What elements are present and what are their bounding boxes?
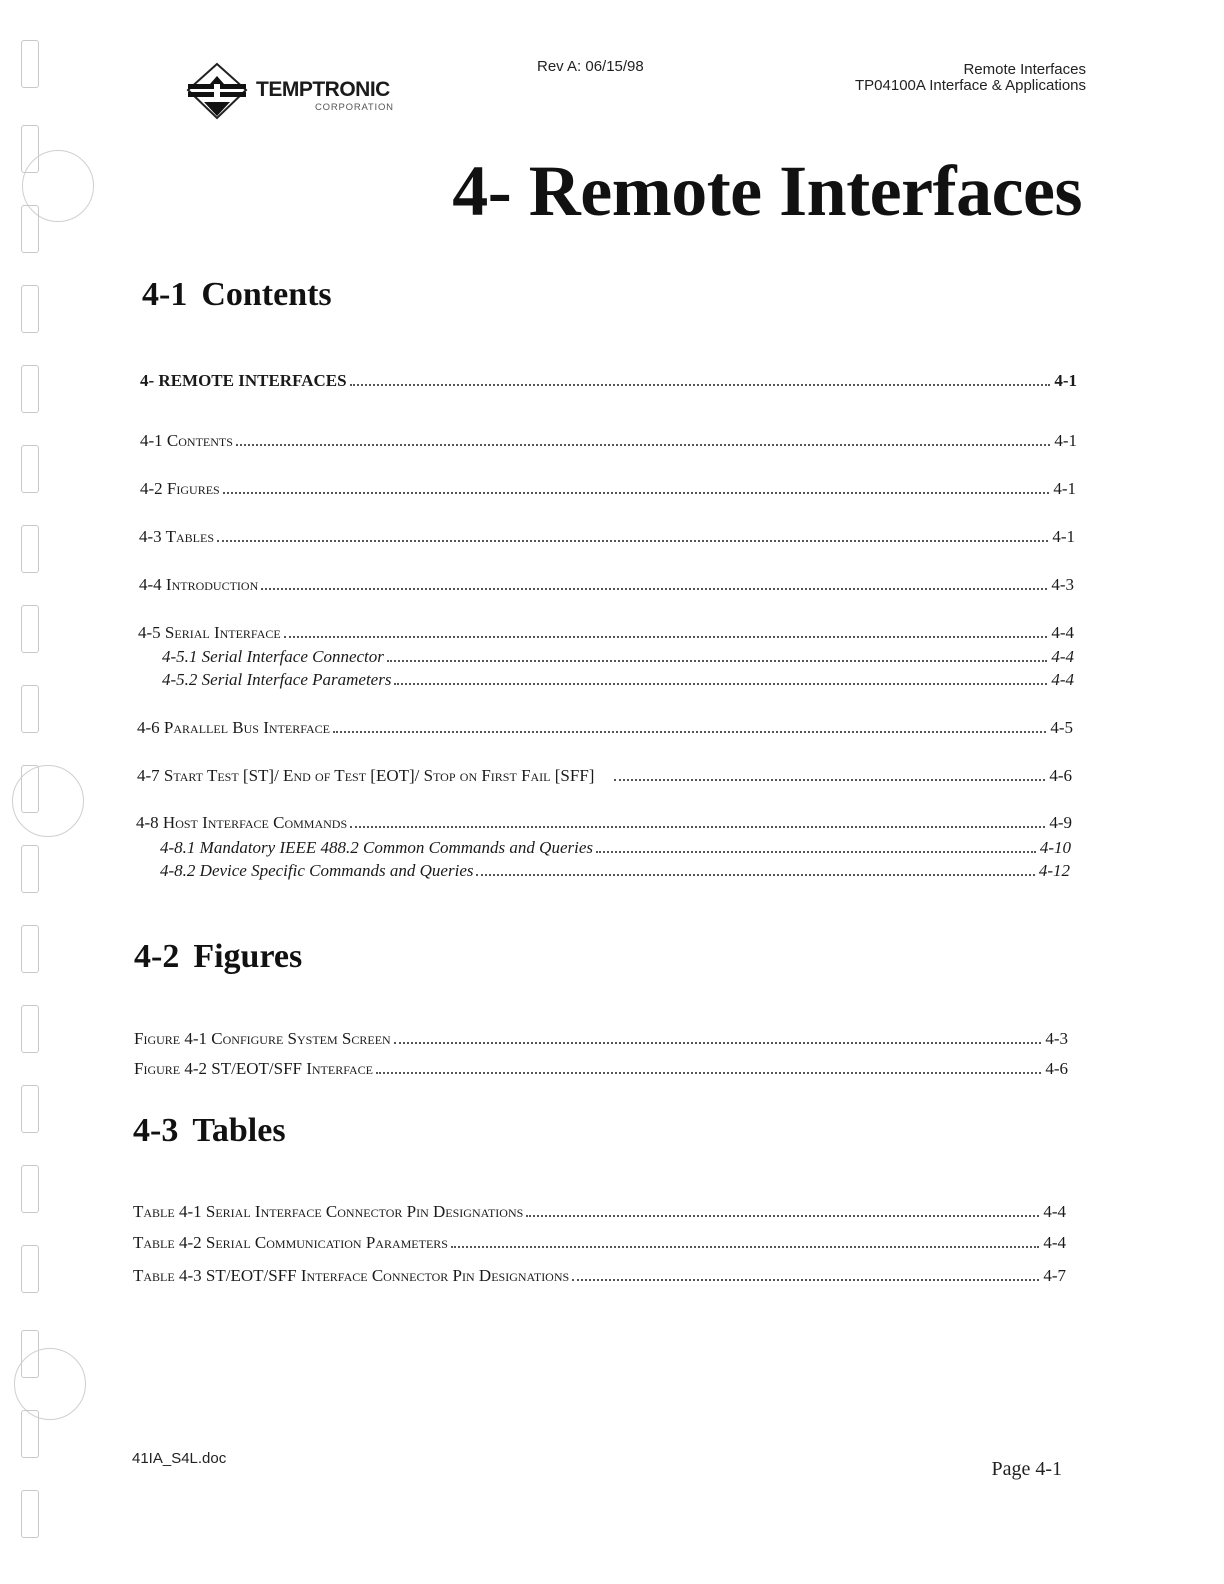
punch-hole <box>21 1410 39 1458</box>
toc-entry-label: 4-8 Host Interface Commands <box>136 813 348 832</box>
toc-entry[interactable] <box>140 369 1077 391</box>
toc-entry-label: 4-5 Serial Interface <box>138 623 281 642</box>
punch-hole-round <box>12 765 84 837</box>
punch-hole <box>21 285 39 333</box>
figure-list-entry[interactable] <box>134 1057 1068 1079</box>
table-list-entry[interactable] <box>133 1231 1066 1253</box>
toc-entry-label: 4-6 Parallel Bus Interface <box>137 718 330 737</box>
toc-entry-page: 4-6 <box>1049 766 1072 785</box>
toc-subentry[interactable] <box>160 859 1070 881</box>
toc-entry-label: 4-3 Tables <box>139 527 214 546</box>
punch-hole <box>21 845 39 893</box>
toc-entry-label: 4-8.2 Device Specific Commands and Queries <box>160 861 474 880</box>
toc-leader <box>476 874 1034 876</box>
punch-hole <box>21 445 39 493</box>
toc-entry-page: 4-9 <box>1049 813 1072 832</box>
revision-date: Rev A: 06/15/98 <box>537 58 644 75</box>
punch-hole <box>21 365 39 413</box>
table-entry-label: Table 4-2 Serial Communication Parameters <box>133 1233 448 1252</box>
toc-entry[interactable] <box>137 716 1073 738</box>
table-entry-page: 4-7 <box>1043 1266 1066 1285</box>
toc-subentry[interactable] <box>160 836 1071 858</box>
punch-hole <box>21 605 39 653</box>
toc-entry-page: 4-4 <box>1051 647 1074 666</box>
company-logo <box>184 62 414 122</box>
table-list-entry[interactable] <box>133 1200 1066 1222</box>
toc-leader <box>261 588 1047 590</box>
toc-entry-label: 4-2 Figures <box>140 479 220 498</box>
section-title: Figures <box>193 938 303 975</box>
toc-leader <box>526 1215 1039 1217</box>
logo-emblem-icon <box>184 62 250 120</box>
toc-subentry[interactable] <box>162 668 1074 690</box>
punch-hole <box>21 40 39 88</box>
toc-leader <box>236 444 1050 446</box>
toc-entry[interactable] <box>140 429 1077 451</box>
toc-entry-label: 4-5.2 Serial Interface Parameters <box>162 670 392 689</box>
toc-entry-page: 4-1 <box>1052 527 1075 546</box>
binder-holes <box>0 0 100 1584</box>
toc-entry-page: 4-3 <box>1051 575 1074 594</box>
toc-leader <box>223 492 1050 494</box>
table-entry-label: Table 4-3 ST/EOT/SFF Interface Connector Pin Designations <box>133 1266 570 1285</box>
toc-entry-label: 4-4 Introduction <box>139 575 259 594</box>
toc-leader <box>394 683 1047 685</box>
section-number: 4-3 <box>133 1112 179 1149</box>
figure-list-entry[interactable] <box>134 1027 1068 1049</box>
toc-entry-page: 4-5 <box>1050 718 1073 737</box>
toc-entry[interactable] <box>138 621 1074 643</box>
punch-hole <box>21 925 39 973</box>
table-list-entry[interactable] <box>133 1264 1066 1286</box>
section-title: Contents <box>201 276 332 313</box>
toc-leader <box>387 660 1047 662</box>
toc-leader <box>614 779 1045 781</box>
punch-hole <box>21 205 39 253</box>
punch-hole <box>21 1005 39 1053</box>
table-entry-page: 4-4 <box>1043 1233 1066 1252</box>
toc-entry-label: 4-1 Contents <box>140 431 233 450</box>
figure-entry-page: 4-3 <box>1045 1029 1068 1048</box>
toc-entry-label: 4-5.1 Serial Interface Connector <box>162 647 384 666</box>
toc-entry-page: 4-10 <box>1039 838 1071 857</box>
toc-leader <box>451 1246 1039 1248</box>
figure-entry-label: Figure 4-1 Configure System Screen <box>134 1029 391 1048</box>
toc-entry[interactable] <box>140 477 1076 499</box>
section-heading-tables <box>133 1112 286 1150</box>
toc-entry[interactable] <box>139 573 1074 595</box>
toc-entry-page: 4-1 <box>1054 431 1077 450</box>
section-number: 4-2 <box>134 938 180 975</box>
section-heading-contents <box>142 276 332 314</box>
punch-hole <box>21 685 39 733</box>
punch-hole <box>21 1165 39 1213</box>
toc-entry-label: 4-8.1 Mandatory IEEE 488.2 Common Commands and Queries <box>160 838 593 857</box>
toc-leader <box>333 731 1046 733</box>
running-header-doc: TP04100A Interface & Applications <box>855 77 1086 94</box>
figure-entry-label: Figure 4-2 ST/EOT/SFF Interface <box>134 1059 373 1078</box>
toc-entry-page: 4-4 <box>1051 670 1074 689</box>
toc-leader <box>596 851 1036 853</box>
chapter-title: 4- Remote Interfaces <box>452 151 1082 231</box>
toc-entry[interactable] <box>139 525 1075 547</box>
footer-filename: 41IA_S4L.doc <box>132 1450 227 1467</box>
section-number: 4-1 <box>142 276 188 313</box>
toc-entry-page: 4-1 <box>1053 479 1076 498</box>
figure-entry-page: 4-6 <box>1045 1059 1068 1078</box>
punch-hole <box>21 1245 39 1293</box>
footer-page-number: Page 4-1 <box>991 1458 1062 1480</box>
toc-entry[interactable] <box>137 764 1072 786</box>
table-entry-page: 4-4 <box>1043 1202 1066 1221</box>
logo-subtitle: CORPORATION <box>315 102 394 113</box>
toc-entry[interactable] <box>136 811 1072 833</box>
toc-subentry[interactable] <box>162 645 1074 667</box>
toc-entry-label: 4- REMOTE INTERFACES <box>140 371 347 390</box>
toc-entry-page: 4-4 <box>1051 623 1074 642</box>
toc-leader <box>394 1042 1042 1044</box>
punch-hole <box>21 525 39 573</box>
toc-leader <box>350 826 1045 828</box>
running-header-section: Remote Interfaces <box>963 61 1086 78</box>
punch-hole <box>21 1085 39 1133</box>
logo-name: TEMPTRONIC <box>256 78 390 101</box>
toc-entry-label: 4-7 Start Test [ST]/ End of Test [EOT]/ Stop on First Fail [SFF] <box>137 766 595 785</box>
toc-entry-page: 4-1 <box>1054 371 1077 390</box>
toc-leader <box>284 636 1048 638</box>
punch-hole <box>21 1490 39 1538</box>
toc-leader <box>217 540 1048 542</box>
section-title: Tables <box>192 1112 286 1149</box>
toc-leader <box>350 384 1051 386</box>
toc-leader <box>376 1072 1041 1074</box>
running-header <box>855 62 1086 94</box>
section-heading-figures <box>134 938 302 976</box>
toc-entry-page: 4-12 <box>1038 861 1070 880</box>
table-entry-label: Table 4-1 Serial Interface Connector Pin Designations <box>133 1202 524 1221</box>
toc-leader <box>572 1279 1039 1281</box>
